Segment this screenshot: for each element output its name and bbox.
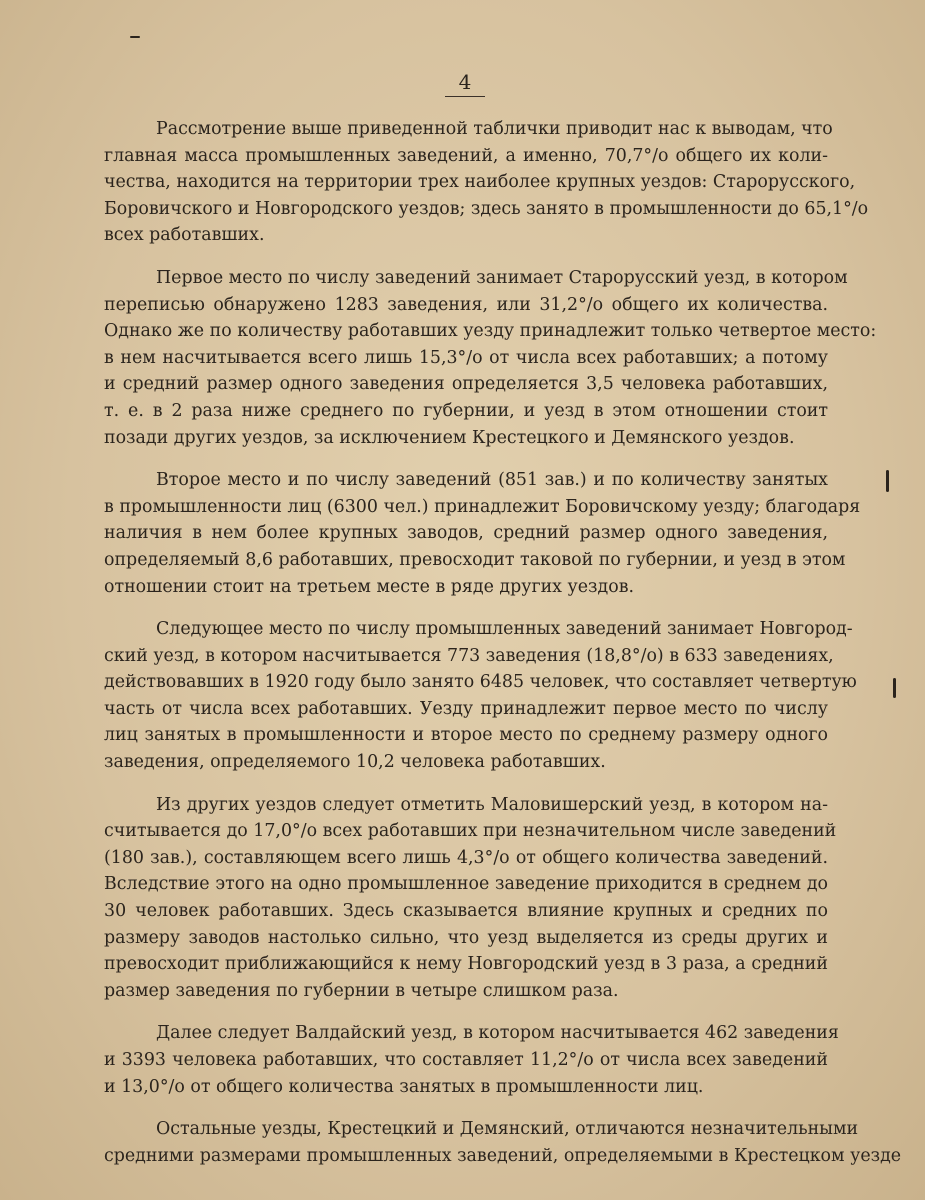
text-line: всех работавших. xyxy=(104,225,265,246)
text-line: Боровичского и Новгородского уездов; здесь занято в промышленности до 65,1°/о xyxy=(104,198,869,219)
text-line: Из других уездов следует отметить Маловишерский уезд, в котором на- xyxy=(156,794,828,815)
text-line: Вследствие этого на одно промышленное заведение приходится в среднем до xyxy=(104,874,828,895)
text-line: превосходит приближающийся к нему Новгородский уезд в 3 раза, а средний xyxy=(104,954,828,975)
text-line: отношении стоит на третьем месте в ряде других уездов. xyxy=(104,576,635,597)
ink-mark xyxy=(893,678,896,698)
text-line: Далее следует Валдайский уезд, в котором насчитывается 462 заведения xyxy=(156,1023,839,1044)
paragraph xyxy=(104,1020,839,1100)
ink-mark xyxy=(886,470,889,492)
text-line: Первое место по числу заведений занимает Старорусский уезд, в котором xyxy=(156,267,848,288)
paragraph xyxy=(104,792,837,1005)
text-line: 30 человек работавших. Здесь сказывается влияние крупных и средних по xyxy=(104,901,828,922)
text-line: действовавших в 1920 году было занято 6485 человек, что составляет четвертую xyxy=(104,672,857,693)
text-line: и 13,0°/о от общего количества занятых в промышленности лиц. xyxy=(104,1076,704,1097)
text-line: переписью обнаружено 1283 заведения, или 31,2°/о общего их количества. xyxy=(104,294,828,315)
text-line: Рассмотрение выше приведенной таблички приводит нас к выводам, что xyxy=(156,119,833,139)
text-line: позади других уездов, за исключением Крестецкого и Демянского уездов. xyxy=(104,427,795,448)
text-line: в нем насчитывается всего лишь 15,3°/о от числа всех работавших; а потому xyxy=(104,347,828,368)
paragraph xyxy=(104,616,857,776)
text-line: считывается до 17,0°/о всех работавших при незначительном числе заведений xyxy=(104,821,837,842)
text-line: и 3393 человека работавших, что составляет 11,2°/о от числа всех заведений xyxy=(104,1050,828,1070)
text-line: т. е. в 2 раза ниже среднего по губернии, и уезд в этом отношении стоит xyxy=(104,400,828,421)
text-line: ский уезд, в котором насчитывается 773 заведения (18,8°/о) в 633 заведениях, xyxy=(104,645,834,666)
text-line: часть от числа всех работавших. Уезду принадлежит первое место по числу xyxy=(104,698,828,719)
page-number: 4 xyxy=(445,70,485,97)
text-line: чества, находится на территории трех наиболее крупных уездов: Старорусского, xyxy=(104,172,856,193)
paragraph xyxy=(104,116,869,249)
text-line: главная масса промышленных заведений, а именно, 70,7°/о общего их коли- xyxy=(104,145,828,166)
text-line: средними размерами промышленных заведений, определяемыми в Крестецком уезде xyxy=(104,1145,902,1166)
text-line: заведения, определяемого 10,2 человека работавших. xyxy=(104,752,606,773)
text-line: в промышленности лиц (6300 чел.) принадлежит Боровичскому уезду; благодаря xyxy=(104,496,861,517)
paragraph xyxy=(104,1116,902,1169)
text-line: Однако же по количеству работавших уезду принадлежит только четвертое место: xyxy=(104,321,877,342)
document-body xyxy=(104,116,902,1185)
paragraph xyxy=(104,265,877,451)
text-line: Остальные уезды, Крестецкий и Демянский, отличаются незначительными xyxy=(156,1119,859,1140)
text-line: лиц занятых в промышленности и второе место по среднему размеру одного xyxy=(104,725,828,746)
text-line: (180 зав.), составляющем всего лишь 4,3°/о от общего количества заведений. xyxy=(104,847,828,868)
text-line: определяемый 8,6 работавших, превосходит таковой по губернии, и уезд в этом xyxy=(104,549,846,570)
text-line: и средний размер одного заведения определяется 3,5 человека работавших, xyxy=(104,374,828,395)
text-line: Следующее место по числу промышленных заведений занимает Новгород- xyxy=(156,619,853,640)
text-line: размер заведения по губернии в четыре слишком раза. xyxy=(104,980,619,1001)
text-line: размеру заводов настолько сильно, что уезд выделяется из среды других и xyxy=(104,927,828,948)
paragraph xyxy=(104,467,861,600)
text-line: Второе место и по числу заведений (851 зав.) и по количеству занятых xyxy=(156,470,828,491)
text-line: наличия в нем более крупных заводов, средний размер одного заведения, xyxy=(104,523,828,544)
ink-mark xyxy=(130,36,140,38)
